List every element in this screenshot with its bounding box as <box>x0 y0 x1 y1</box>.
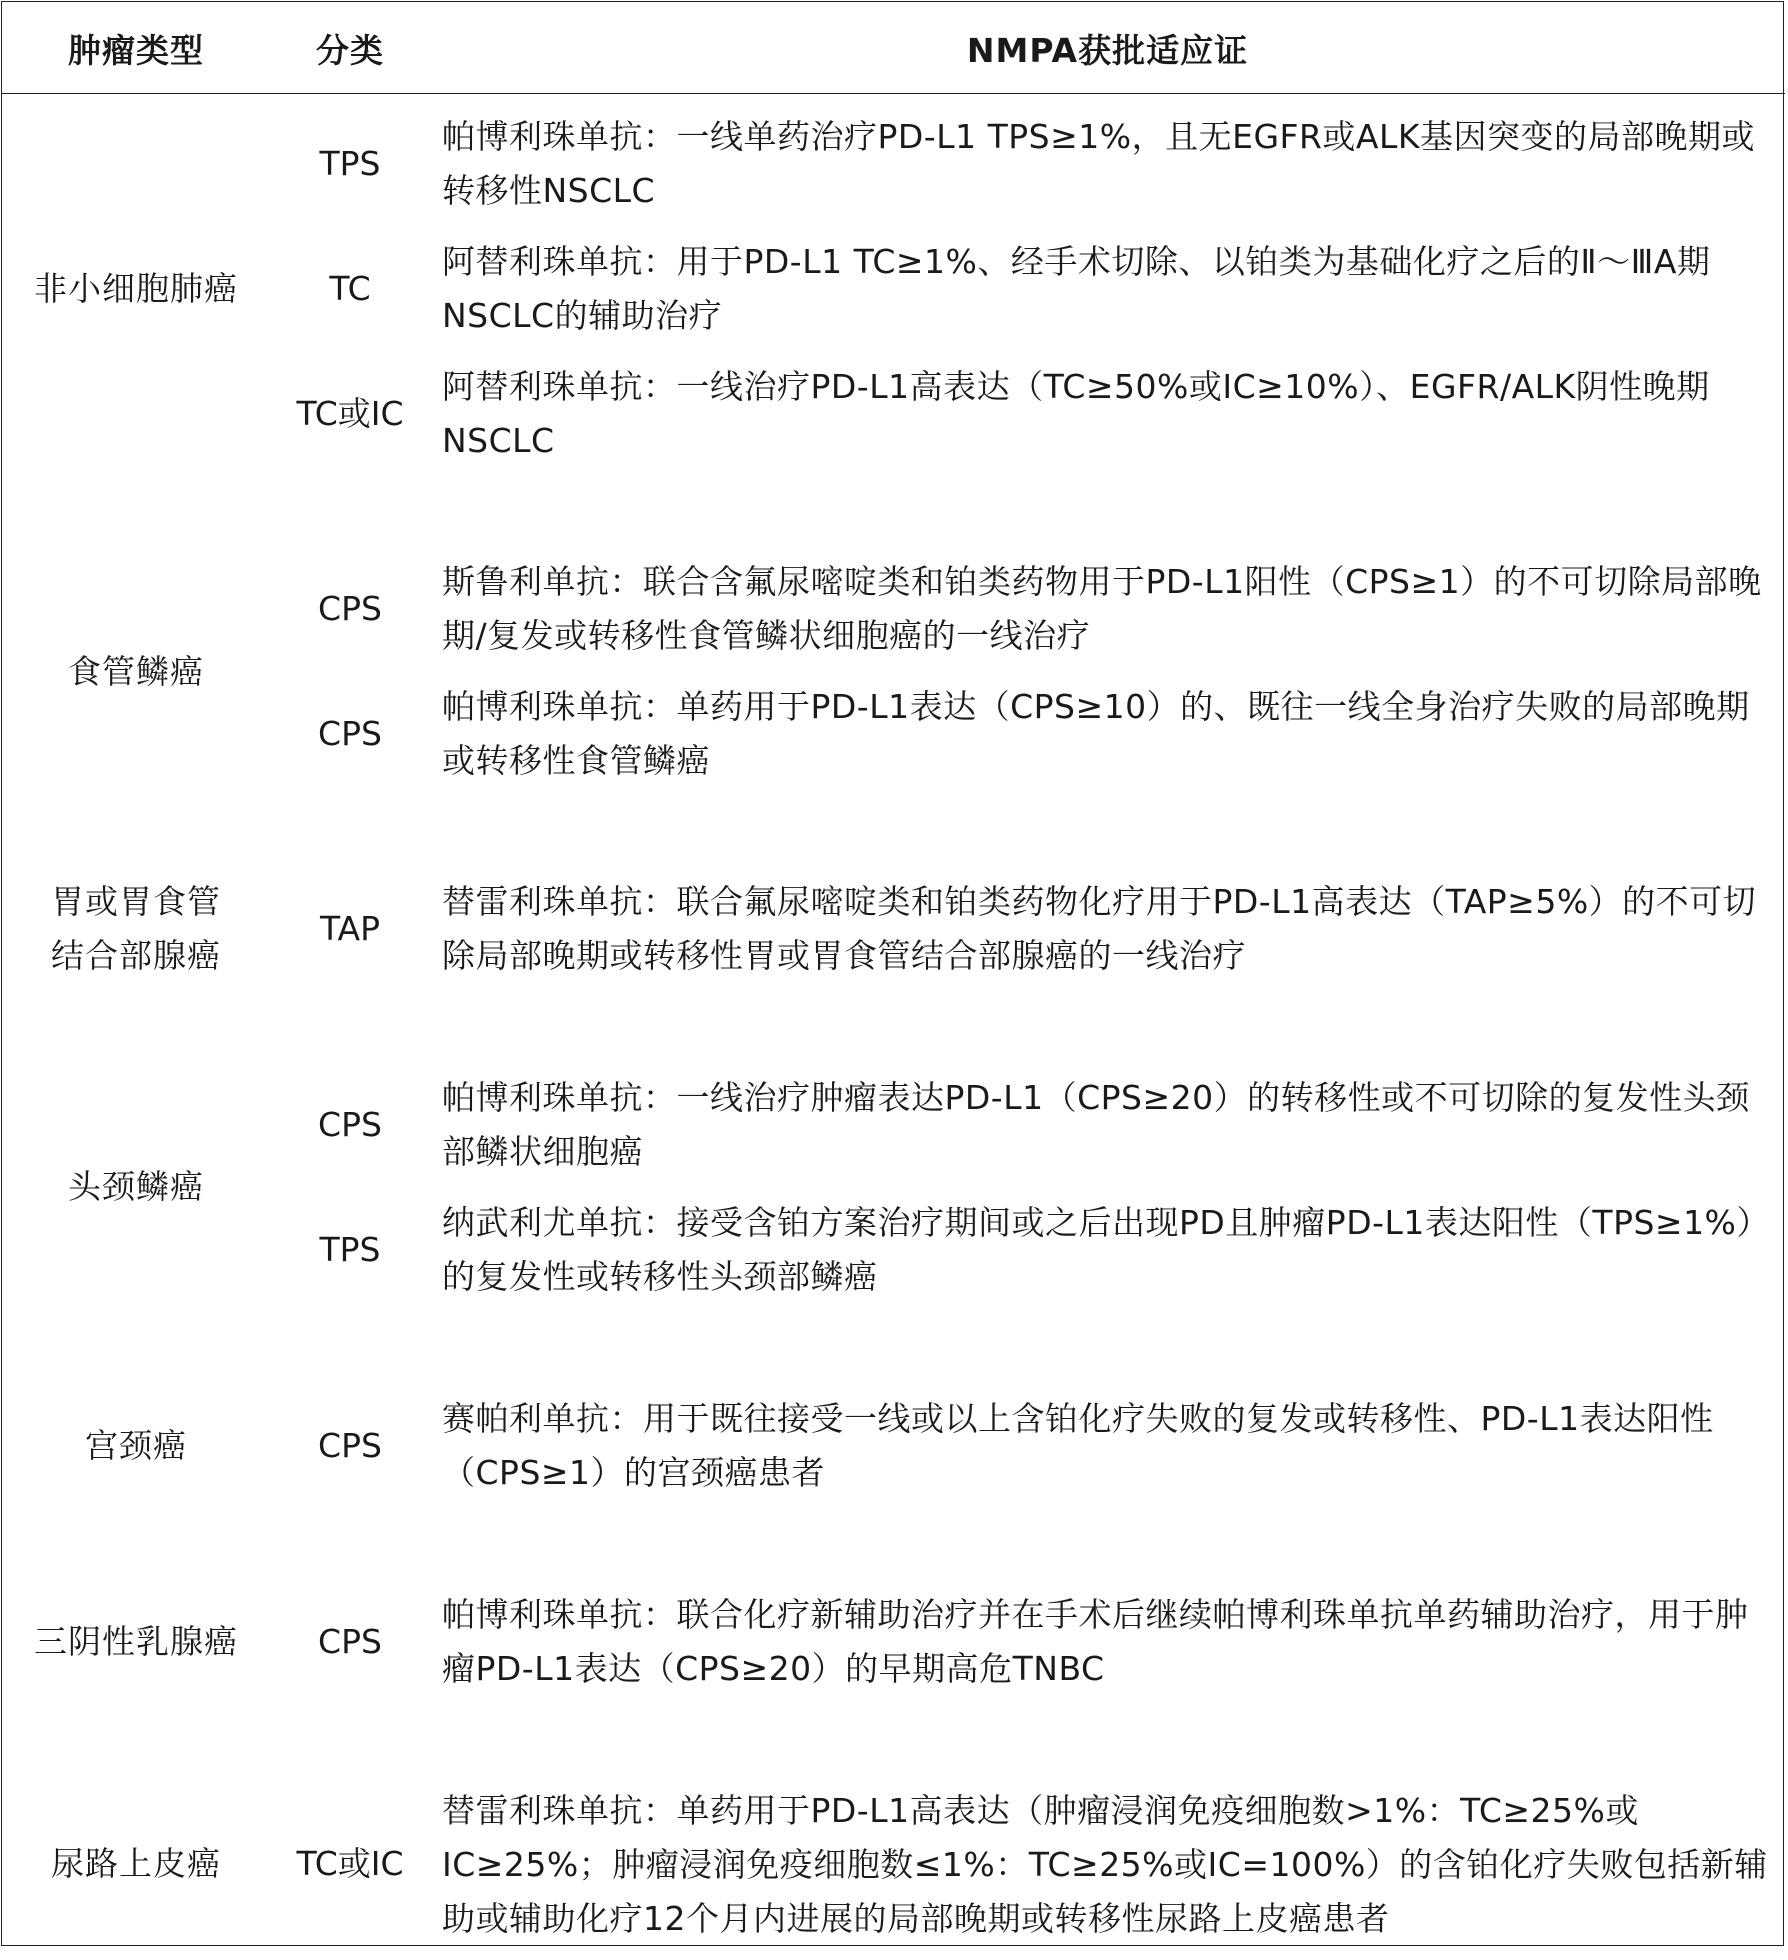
header-indication: NMPA获批适应证 <box>966 30 1249 70</box>
indication-text: 帕博利珠单抗：一线治疗肿瘤表达PD-L1（CPS≥20）的转移性或不可切除的复发性头颈部鳞状细胞癌 <box>442 1078 1750 1171</box>
category-cell: CPS <box>318 589 382 628</box>
tumor-type-cell: 食管鳞癌 <box>68 652 204 691</box>
category-cell: TPS <box>319 1230 381 1269</box>
tumor-type-cell: 尿路上皮癌 <box>51 1844 221 1883</box>
indication-cell <box>442 1071 1772 1179</box>
indication-cell <box>442 680 1772 788</box>
indication-cell <box>442 875 1772 983</box>
indication-text: 阿替利珠单抗：一线治疗PD-L1高表达（TC≥50%或IC≥10%）、EGFR/ALK阴性晚期NSCLC <box>442 367 1710 460</box>
category-cell: TAP <box>319 909 381 948</box>
indication-cell <box>442 360 1772 468</box>
category-cell: TC或IC <box>296 394 404 433</box>
indication-cell <box>442 1392 1772 1500</box>
table-frame <box>1 1 1784 1946</box>
indication-text: 赛帕利单抗：用于既往接受一线或以上含铂化疗失败的复发或转移性、PD-L1表达阳性（CPS≥1）的宫颈癌患者 <box>442 1399 1714 1492</box>
tumor-type-cell: 宫颈癌 <box>85 1426 187 1465</box>
indication-text: 帕博利珠单抗：一线单药治疗PD-L1 TPS≥1%，且无EGFR或ALK基因突变的局部晚期或转移性NSCLC <box>442 117 1756 210</box>
header-category: 分类 <box>316 30 384 70</box>
category-cell: CPS <box>318 1105 382 1144</box>
indication-text: 帕博利珠单抗：联合化疗新辅助治疗并在手术后继续帕博利珠单抗单药辅助治疗，用于肿瘤PD-L1表达（CPS≥20）的早期高危TNBC <box>442 1595 1749 1688</box>
category-cell: CPS <box>318 714 382 753</box>
indication-cell <box>442 1196 1772 1304</box>
indication-text: 帕博利珠单抗：单药用于PD-L1表达（CPS≥10）的、既往一线全身治疗失败的局部晚期或转移性食管鳞癌 <box>442 687 1750 780</box>
indication-cell <box>442 110 1772 218</box>
indication-cell <box>442 1784 1772 1946</box>
tumor-type-cell: 头颈鳞癌 <box>68 1167 204 1206</box>
indication-cell <box>442 555 1772 663</box>
indication-text: 替雷利珠单抗：联合氟尿嘧啶类和铂类药物化疗用于PD-L1高表达（TAP≥5%）的不可切除局部晚期或转移性胃或胃食管结合部腺癌的一线治疗 <box>442 882 1757 975</box>
tumor-type-cell: 非小细胞肺癌 <box>34 268 238 308</box>
category-cell: CPS <box>318 1622 382 1661</box>
header-tumor-type: 肿瘤类型 <box>68 30 204 70</box>
indication-text: 替雷利珠单抗：单药用于PD-L1高表达（肿瘤浸润免疫细胞数>1%：TC≥25%或IC≥25%；肿瘤浸润免疫细胞数≤1%：TC≥25%或IC=100%）的含铂化疗失败包括新辅助或辅助化疗12个月内进展的局部晚期或转移性尿路上皮癌患者 <box>442 1791 1768 1938</box>
category-cell: CPS <box>318 1426 382 1465</box>
table-header <box>2 2 1785 94</box>
indication-cell <box>442 1588 1772 1696</box>
tumor-type-cell: 胃或胃食管结合部腺癌 <box>51 882 221 975</box>
tumor-type-cell: 三阴性乳腺癌 <box>34 1622 238 1661</box>
category-cell: TC或IC <box>296 1844 404 1883</box>
category-cell: TC <box>329 269 371 308</box>
indication-text: 纳武利尤单抗：接受含铂方案治疗期间或之后出现PD且肿瘤PD-L1表达阳性（TPS≥1%）的复发性或转移性头颈部鳞癌 <box>442 1203 1770 1296</box>
category-cell: TPS <box>319 144 381 183</box>
indication-cell <box>442 235 1772 343</box>
indication-text: 斯鲁利单抗：联合含氟尿嘧啶类和铂类药物用于PD-L1阳性（CPS≥1）的不可切除局部晚期/复发或转移性食管鳞状细胞癌的一线治疗 <box>442 562 1762 655</box>
indication-text: 阿替利珠单抗：用于PD-L1 TC≥1%、经手术切除、以铂类为基础化疗之后的Ⅱ～ⅢA期NSCLC的辅助治疗 <box>442 242 1711 335</box>
